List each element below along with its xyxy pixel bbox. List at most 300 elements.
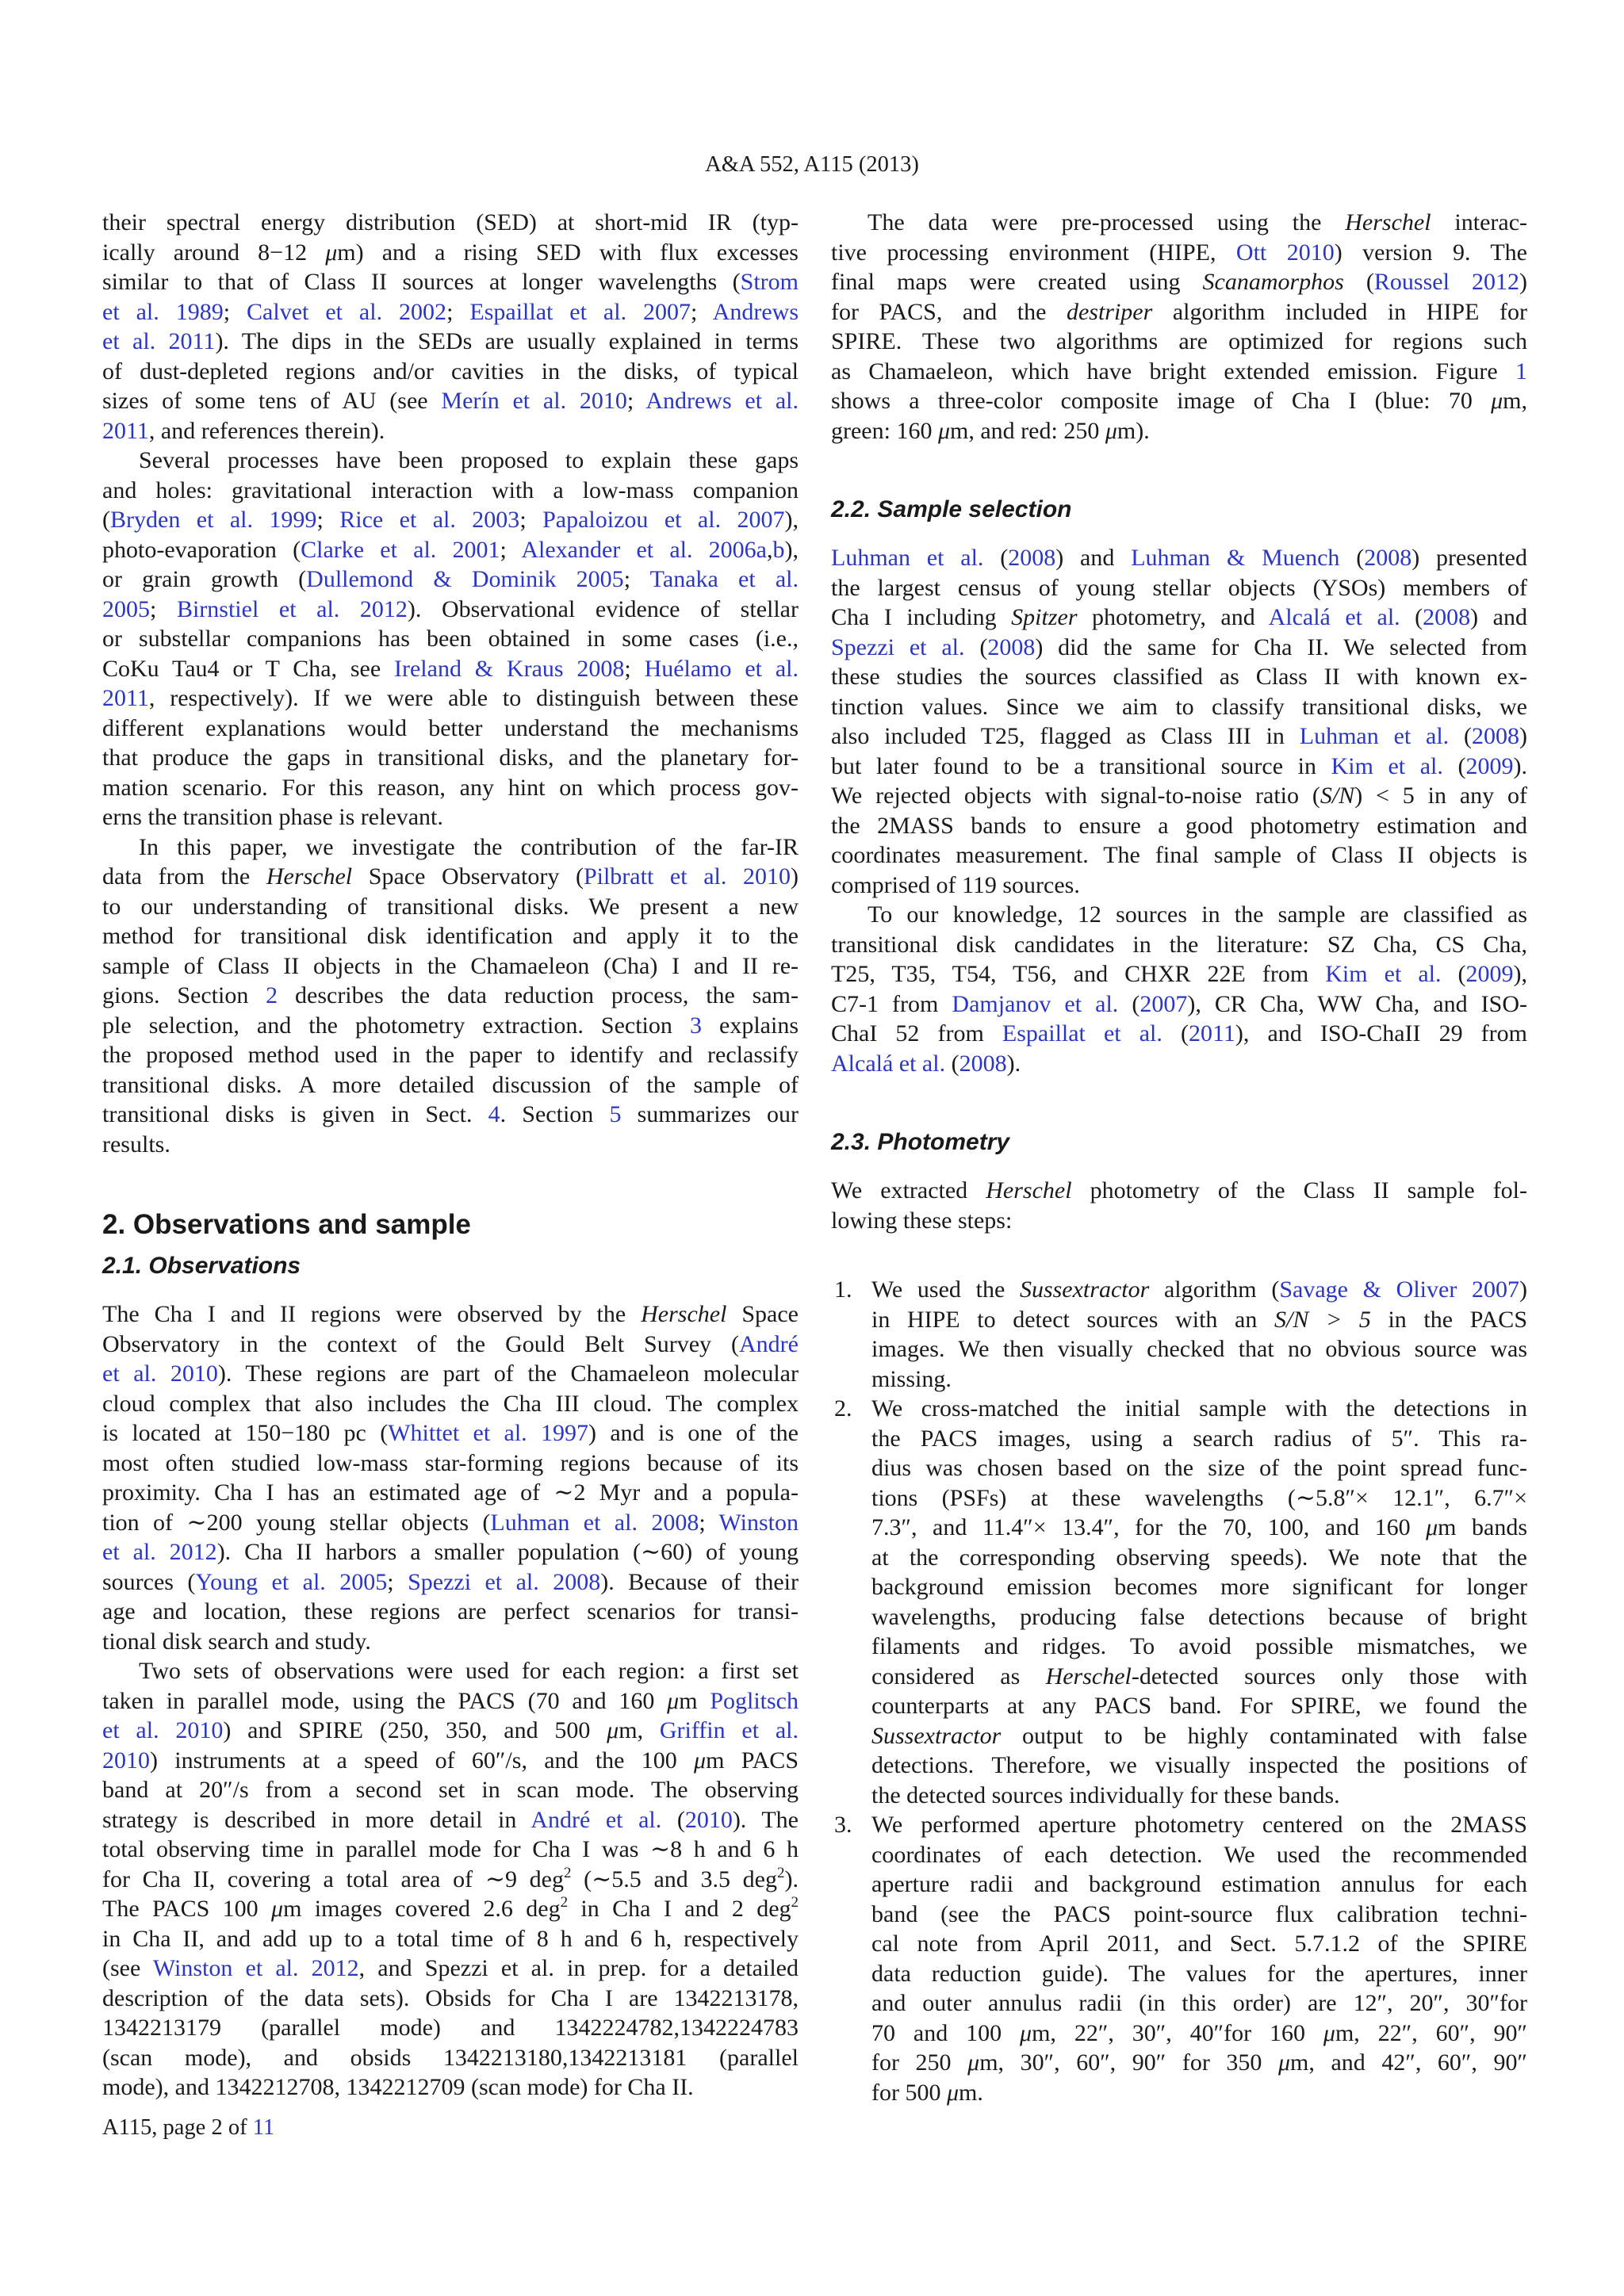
text-line (831, 1176, 1527, 1206)
text-run: but later found to be a transitional source in (831, 752, 1331, 779)
text-run: ) presented (1411, 545, 1528, 571)
citation-link[interactable]: 2008 (987, 633, 1036, 660)
text-run: T25, T35, T54, T56, and CHXR 22E from (831, 961, 1326, 987)
text-run: different explanations would better understand the mechanisms (102, 714, 799, 741)
text-run: mode), and 1342212708, 1342212709 (scan mode) for Cha II. (102, 2074, 694, 2100)
page-number-label: A115, page 2 of (102, 2115, 253, 2140)
text-line (102, 981, 799, 1011)
paragraph (102, 446, 799, 832)
text-run: ) version 9. The (1334, 239, 1527, 266)
text-run: ) (1519, 723, 1528, 749)
text-run: their spectral energy distribution (SED) at short-mid IR (typ- (102, 209, 799, 235)
subsection-title: 2.1. Observations (102, 1253, 301, 1279)
text-run: We extracted (831, 1177, 986, 1203)
text-run: data reduction guide). The values for the apertures, inner (871, 1960, 1527, 1987)
text-line (831, 208, 1527, 238)
text-run: m PACS (706, 1747, 799, 1774)
text-run: m. (959, 2079, 983, 2106)
italic-text: S/N (1320, 783, 1355, 809)
superscript: 2 (777, 1864, 785, 1881)
text-line (102, 535, 799, 565)
citation-link[interactable]: 2009 (1465, 961, 1514, 987)
text-line (102, 476, 799, 506)
citation-link[interactable]: Bryden et al. 1999 (110, 507, 317, 533)
list-number: 3. (834, 1812, 852, 1838)
citation-link[interactable]: 2011 (102, 685, 149, 711)
citation-link[interactable]: André (739, 1330, 799, 1357)
text-line (871, 1483, 1527, 1513)
citation-link[interactable]: Huélamo et al. (644, 655, 799, 682)
text-run: at the corresponding observing speeds). We note that the (871, 1544, 1527, 1571)
citation-link[interactable]: 2008 (1472, 723, 1520, 749)
text-line (102, 624, 799, 654)
text-line (102, 921, 799, 951)
citation-link[interactable]: Espaillat et al. (1002, 1020, 1162, 1047)
text-run: for PACS, and the (831, 298, 1067, 325)
text-run: most often studied low-mass star-forming regions because of its (102, 1449, 799, 1476)
citation-link[interactable]: 2010 (684, 1806, 733, 1833)
text-line (831, 989, 1527, 1020)
text-run: We rejected objects with signal-to-noise ratio ( (831, 783, 1320, 809)
text-run: ( (1441, 961, 1466, 987)
text-run: We cross-matched the initial sample with the detections in (871, 1395, 1527, 1422)
text-line (102, 862, 799, 892)
text-line (102, 1478, 799, 1508)
citation-link[interactable]: Papaloizou et al. 2007 (542, 507, 785, 533)
text-line (871, 1334, 1527, 1364)
paragraph (831, 208, 1527, 446)
text-line (102, 208, 799, 238)
left-column (102, 208, 799, 2103)
text-line (102, 1805, 799, 1835)
citation-link[interactable]: 2005 (102, 595, 150, 622)
text-line (102, 1100, 799, 1130)
text-run: age and location, these regions are perfect scenarios for transi- (102, 1598, 799, 1624)
citation-link[interactable]: Spezzi et al. 2008 (408, 1568, 601, 1595)
text-run: for 250 (871, 2049, 968, 2076)
text-run: photometry, and (1077, 604, 1269, 630)
text-run: band at 20″/s from a second set in scan mode. The observing (102, 1777, 799, 1803)
text-line (831, 416, 1527, 446)
citation-link[interactable]: 1 (1515, 358, 1527, 385)
citation-link[interactable]: Ott 2010 (1235, 239, 1335, 266)
citation-link[interactable]: Damjanov et al. (952, 990, 1119, 1017)
list-number: 2. (834, 1395, 852, 1422)
text-run: 1342213179 (parallel mode) and 1342224782,1342224783 (102, 2015, 799, 2041)
text-run: ), CR Cha, WW Cha, and ISO- (1187, 990, 1527, 1017)
text-run: ; (150, 595, 177, 622)
text-run: ). The (732, 1806, 799, 1833)
text-line (871, 1840, 1527, 1870)
text-run: data from the (102, 863, 266, 890)
text-run: missing. (871, 1365, 952, 1392)
text-run: gions. Section (102, 982, 266, 1008)
citation-link[interactable]: 3 (689, 1012, 702, 1039)
text-run: transitional disks is given in Sect. (102, 1101, 488, 1127)
citation-link[interactable]: 2008 (959, 1050, 1007, 1077)
text-run: tional disk search and study. (102, 1628, 371, 1655)
italic-text: μ (1105, 417, 1117, 444)
paragraph (102, 208, 799, 446)
text-line (102, 505, 799, 535)
list-item (831, 1394, 1527, 1810)
page-footer (102, 2114, 274, 2142)
text-run: also included T25, flagged as Class III in (831, 723, 1300, 749)
citation-link[interactable]: Pilbratt et al. 2010 (583, 863, 791, 890)
text-run: results. (102, 1131, 170, 1158)
citation-link[interactable]: Kim et al. (1331, 752, 1443, 779)
text-run: Observatory in the context of the Gould Belt Survey ( (102, 1330, 740, 1357)
text-run: m (679, 1687, 710, 1714)
text-run: , (767, 536, 773, 563)
citation-link[interactable]: Griffin et al. (659, 1717, 799, 1743)
text-run: m) and a rising SED with flux excesses (337, 239, 799, 266)
text-line (102, 357, 799, 387)
text-line (102, 1040, 799, 1070)
text-line (102, 1775, 799, 1805)
text-line (831, 662, 1527, 692)
text-line (102, 743, 799, 773)
text-run: ( (1343, 269, 1374, 295)
text-line (831, 811, 1527, 841)
citation-link[interactable]: 2008 (1008, 545, 1056, 571)
text-line (102, 1746, 799, 1776)
citation-link[interactable]: Calvet et al. 2002 (247, 298, 447, 325)
text-run: ), (1513, 961, 1528, 987)
text-run: interac- (1431, 209, 1527, 235)
text-line (831, 930, 1527, 960)
paragraph (831, 900, 1527, 1078)
text-run: ), (784, 507, 799, 533)
italic-text: μ (607, 1717, 619, 1743)
italic-text: μ (967, 2049, 980, 2076)
text-line (831, 603, 1527, 633)
text-run: ically around 8−12 (102, 239, 326, 266)
text-run: dius was chosen based on the size of the point spread func- (871, 1455, 1527, 1481)
text-run: the largest census of young stellar objects (YSOs) members of (831, 574, 1527, 601)
citation-link[interactable]: et al. 2012 (102, 1539, 217, 1565)
citation-link[interactable]: Alexander et al. 2006a (521, 536, 767, 563)
citation-link[interactable]: Young et al. 2005 (195, 1568, 388, 1595)
text-run: ( (1339, 545, 1365, 571)
text-run: In this paper, we investigate the contribution of the far-IR (139, 833, 799, 860)
text-run: algorithm ( (1149, 1276, 1280, 1303)
text-line (871, 1543, 1527, 1573)
citation-link[interactable]: Luhman & Muench (1131, 545, 1340, 571)
total-pages-link[interactable]: 11 (252, 2115, 275, 2140)
citation-link[interactable]: Kim et al. (1325, 961, 1442, 987)
citation-link[interactable]: Poglitsch (710, 1687, 799, 1714)
text-line (871, 1988, 1527, 2019)
citation-link[interactable]: 2 (266, 982, 278, 1008)
text-line (831, 1049, 1527, 1079)
text-run: ; (446, 298, 470, 325)
text-run: m, and red: 250 (950, 417, 1105, 444)
text-run: similar to that of Class II sources at longer wavelengths ( (102, 269, 741, 295)
text-line (831, 840, 1527, 871)
text-run: ( (102, 507, 110, 533)
text-run: transitional disks. A more detailed discussion of the sample of (102, 1071, 799, 1098)
text-line (102, 1924, 799, 1954)
text-run: C7-1 from (831, 990, 952, 1017)
citation-link[interactable]: Alcalá et al. (831, 1050, 946, 1077)
text-line (871, 1275, 1527, 1305)
text-run: ; (626, 388, 646, 414)
citation-link[interactable]: Andrews (712, 298, 799, 325)
text-line (102, 564, 799, 595)
text-run: m images covered 2.6 deg (283, 1896, 561, 1922)
italic-text: μ (946, 2079, 959, 2106)
text-line (102, 1894, 799, 1924)
citation-link[interactable]: Espaillat et al. 2007 (469, 298, 691, 325)
text-line (871, 1929, 1527, 1959)
italic-text: μ (1323, 2019, 1335, 2046)
text-run: lowing these steps: (831, 1207, 1013, 1234)
italic-text: μ (271, 1896, 284, 1922)
citation-link[interactable]: Luhman et al. (831, 545, 984, 571)
text-run: The Cha I and II regions were observed by the (102, 1301, 642, 1327)
text-line (871, 1513, 1527, 1543)
text-run: ; (699, 1509, 719, 1536)
citation-link[interactable]: Roussel 2012 (1373, 269, 1519, 295)
text-line (102, 446, 799, 476)
text-run: describes the data reduction process, the sam- (278, 982, 799, 1008)
text-line (871, 1602, 1527, 1632)
superscript: 2 (560, 1894, 569, 1911)
text-run: photometry of the Class II sample fol- (1071, 1177, 1528, 1203)
text-line (831, 633, 1527, 663)
text-run: mation scenario. For this reason, any hint on which process gov- (102, 774, 799, 801)
text-line (871, 1810, 1527, 1840)
text-line (102, 1359, 799, 1389)
text-run: ; (691, 298, 713, 325)
text-line (831, 327, 1527, 357)
text-run: shows a three-color composite image of Cha I (blue: 70 (831, 388, 1492, 414)
text-run: ) < 5 in any of (1354, 783, 1527, 809)
text-line (831, 386, 1527, 416)
text-line (102, 1984, 799, 2014)
paragraph (831, 543, 1527, 900)
text-run: erns the transition phase is relevant. (102, 804, 443, 830)
text-run: CoKu Tau4 or T Cha, see (102, 655, 394, 682)
list-item (831, 1810, 1527, 2107)
list-item-text (871, 1394, 1527, 1810)
text-line (102, 1716, 799, 1746)
text-line (102, 1686, 799, 1716)
text-line (871, 1394, 1527, 1424)
text-run: that produce the gaps in transitional disks, and the planetary for- (102, 744, 799, 771)
text-run: Space Observatory ( (352, 863, 584, 890)
text-run: aperture radii and background estimation annulus for each (871, 1871, 1527, 1897)
text-run: the proposed method used in the paper to identify and reclassify (102, 1042, 799, 1068)
text-run: To our knowledge, 12 sources in the sample are classified as (868, 901, 1527, 928)
citation-link[interactable]: 2011 (102, 417, 149, 444)
paragraph (102, 832, 799, 1160)
text-line (102, 1011, 799, 1041)
text-run: tions (PSFs) at these wavelengths (∼5.8″× 12.1″, 6.7″× (871, 1484, 1527, 1511)
citation-link[interactable]: 2009 (1465, 752, 1514, 779)
text-line (871, 2078, 1527, 2108)
text-run: m, 30″, 60″, 90″ for 350 (979, 2049, 1278, 2076)
text-run: ). These regions are part of the Chamaeleon molecular (217, 1360, 799, 1387)
list-item (831, 1275, 1527, 1394)
citation-link[interactable]: 5 (609, 1101, 622, 1127)
text-line (871, 1691, 1527, 1721)
text-run: ). The dips in the SEDs are usually explained in terms (215, 328, 799, 354)
text-run: ), (784, 536, 799, 563)
text-run: m, and 42″, 60″, 90″ (1290, 2049, 1527, 2076)
text-line (871, 1751, 1527, 1781)
text-run: in Cha II, and add up to a total time of 8 h and 6 h, respectively (102, 1925, 799, 1952)
text-line (831, 1019, 1527, 1049)
text-line (102, 267, 799, 297)
citation-link[interactable]: et al. 2010 (102, 1717, 224, 1743)
text-run: The data were pre-processed using the (868, 209, 1346, 235)
text-run: taken in parallel mode, using the PACS (70 and 160 (102, 1687, 668, 1714)
text-run: The PACS 100 (102, 1896, 272, 1922)
citation-link[interactable]: Clarke et al. 2001 (301, 536, 500, 563)
italic-text: μ (667, 1687, 680, 1714)
text-run: sources ( (102, 1568, 196, 1595)
text-run: 70 and 100 (871, 2019, 1021, 2046)
text-line (831, 721, 1527, 752)
text-run: m, 22″, 60″, 90″ (1335, 2019, 1527, 2046)
citation-link[interactable]: 2007 (1139, 990, 1188, 1017)
text-line (102, 416, 799, 446)
text-run: Several processes have been proposed to explain these gaps (139, 447, 799, 473)
text-run: ; (316, 507, 340, 533)
text-line (102, 297, 799, 327)
text-run: ) (1519, 269, 1527, 295)
text-run: cloud complex that also includes the Cha III cloud. The complex (102, 1390, 799, 1417)
citation-link[interactable]: Andrews et al. (645, 388, 799, 414)
citation-link[interactable]: Strom (740, 269, 799, 295)
italic-text: Herschel (1045, 1663, 1132, 1689)
text-run: background emission becomes more significant for longer (871, 1574, 1527, 1600)
citation-link[interactable]: Spezzi et al. (831, 633, 965, 660)
citation-link[interactable]: Luhman et al. (1299, 723, 1450, 749)
text-run: Two sets of observations were used for each region: a first set (139, 1658, 799, 1684)
text-line (102, 1537, 799, 1567)
text-line (102, 654, 799, 684)
citation-link[interactable]: 2010 (102, 1747, 150, 1774)
list-item-text (871, 1275, 1527, 1394)
text-run: sample of Class II objects in the Chamaeleon (Cha) I and II re- (102, 952, 799, 979)
citation-link[interactable]: Luhman et al. 2008 (490, 1509, 699, 1536)
text-line (871, 1869, 1527, 1900)
text-run: ; (519, 507, 543, 533)
citation-link[interactable]: Winston et al. 2012 (152, 1955, 359, 1981)
italic-text: Sussextractor (871, 1722, 1002, 1749)
text-line (102, 1567, 799, 1598)
text-run: ) and (1470, 604, 1527, 630)
citation-link[interactable]: Savage & Oliver 2007 (1279, 1276, 1519, 1303)
italic-text: destriper (1066, 298, 1153, 325)
citation-link[interactable]: 2008 (1364, 545, 1412, 571)
italic-text: Scanamorphos (1202, 269, 1344, 295)
text-run: algorithm included in HIPE for (1152, 298, 1527, 325)
text-run: ) and is one of the (588, 1420, 799, 1446)
italic-text: μ (1277, 2049, 1291, 2076)
text-run: to our understanding of transitional disks. We present a new (102, 893, 799, 920)
text-line (102, 951, 799, 982)
text-run: in HIPE to detect sources with an (871, 1306, 1274, 1333)
text-run: method for transitional disk identification and apply it to the (102, 923, 799, 949)
citation-link[interactable]: Merín et al. 2010 (441, 388, 627, 414)
text-line (102, 773, 799, 803)
citation-link[interactable]: et al. 2011 (102, 328, 216, 354)
text-run: ) (1519, 1276, 1527, 1303)
text-run: -detected sources only those with (1131, 1663, 1527, 1689)
italic-text: Herschel (266, 863, 353, 890)
italic-text: S/N > 5 (1274, 1306, 1371, 1333)
text-line (831, 297, 1527, 327)
text-run: , and references therein). (148, 417, 385, 444)
text-run: in Cha I and 2 deg (568, 1896, 791, 1922)
subsection-title: 2.3. Photometry (831, 1129, 1010, 1155)
citation-link[interactable]: Alcalá et al. (1268, 604, 1400, 630)
citation-link[interactable]: b (772, 536, 785, 563)
text-run: counterparts at any PACS band. For SPIRE, we found the (871, 1693, 1527, 1719)
text-line (871, 1662, 1527, 1692)
citation-link[interactable]: Tanaka et al. (649, 566, 799, 592)
text-line (102, 1597, 799, 1627)
text-run: tive processing environment (HIPE, (831, 239, 1236, 266)
citation-link[interactable]: André et al. (530, 1806, 662, 1833)
text-line (871, 2048, 1527, 2078)
text-run: sizes of some tens of AU (see (102, 388, 442, 414)
text-run: comprised of 119 sources. (831, 871, 1080, 898)
text-line (831, 752, 1527, 782)
citation-link[interactable]: 2008 (1423, 604, 1471, 630)
text-run: Cha I including (831, 604, 1012, 630)
text-line (102, 683, 799, 714)
citation-link[interactable]: Whittet et al. 1997 (388, 1420, 588, 1446)
citation-link[interactable]: et al. 2010 (102, 1360, 218, 1387)
text-run: strategy is described in more detail in (102, 1806, 531, 1833)
text-line (831, 959, 1527, 989)
citation-link[interactable]: Ireland & Kraus 2008 (394, 655, 625, 682)
text-line (102, 1835, 799, 1865)
citation-link[interactable]: Dullemond & Dominik 2005 (306, 566, 624, 592)
text-line (871, 1572, 1527, 1602)
text-line (871, 1453, 1527, 1483)
text-run: tinction values. Since we aim to classify transitional disks, we (831, 693, 1527, 720)
text-line (102, 1954, 799, 1984)
italic-text: μ (1020, 2019, 1032, 2046)
text-line (102, 892, 799, 922)
citation-link[interactable]: et al. 1989 (102, 298, 224, 325)
citation-link[interactable]: 4 (488, 1101, 500, 1127)
list-number: 1. (834, 1276, 852, 1303)
text-line (831, 871, 1527, 901)
text-run: ( (1449, 723, 1473, 749)
text-run: ). Cha II harbors a smaller population (∼60) of young (216, 1539, 799, 1565)
citation-link[interactable]: Birnstiel et al. 2012 (176, 595, 408, 622)
subsection-title: 2.2. Sample selection (831, 496, 1072, 522)
text-run: m). (1116, 417, 1150, 444)
citation-link[interactable]: Winston (718, 1509, 799, 1536)
citation-link[interactable]: 2011 (1188, 1020, 1235, 1047)
citation-link[interactable]: Rice et al. 2003 (339, 507, 520, 533)
text-run: ( (964, 633, 988, 660)
text-run: output to be highly contaminated with false (1001, 1722, 1527, 1749)
text-run: and outer annulus radii (in this order) are 12″, 20″, 30″for (871, 1990, 1527, 2016)
text-run: We performed aperture photometry centered on the 2MASS (871, 1812, 1527, 1838)
text-line (831, 900, 1527, 930)
text-run: , and Spezzi et al. in prep. for a detailed (358, 1955, 799, 1981)
text-run: SPIRE. These two algorithms are optimized for regions such (831, 328, 1527, 354)
